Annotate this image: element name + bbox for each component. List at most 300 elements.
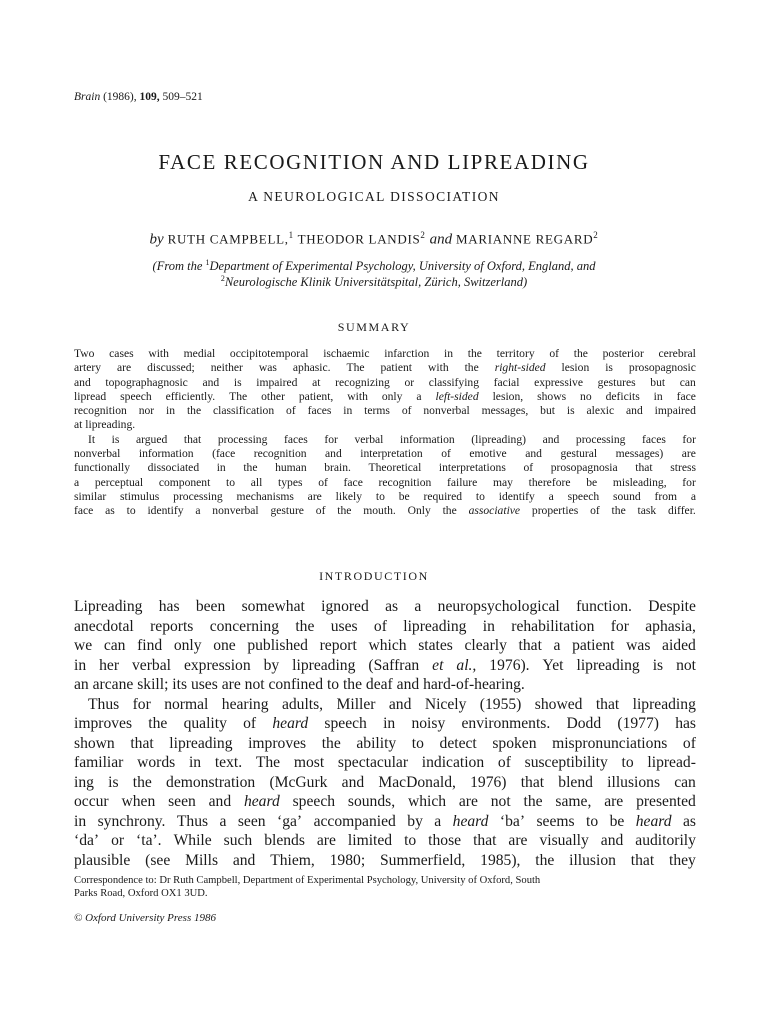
word: a: [548, 489, 554, 503]
affiliation-line-1: [0, 258, 748, 274]
word: by: [407, 812, 423, 830]
affiliation-prefix: (From the: [152, 259, 203, 274]
word: limited: [347, 832, 393, 849]
affiliation-1: Department of Experimental Psychology, University of Oxford, England, and: [209, 259, 596, 274]
word: was: [626, 637, 651, 654]
word: the: [186, 404, 202, 418]
word: topographagnosic: [105, 375, 188, 389]
word: emotive: [469, 447, 507, 461]
author-3: MARIANNE REGARD: [456, 231, 594, 247]
word: dissociated: [147, 461, 200, 475]
word: processing: [575, 432, 626, 446]
word: has: [675, 715, 696, 732]
word: deaf: [365, 676, 397, 693]
word: The: [346, 361, 365, 375]
word: the: [611, 504, 626, 518]
word: as: [385, 598, 399, 615]
word: reports: [150, 617, 194, 635]
word: in: [166, 404, 176, 418]
intro-line: [74, 617, 696, 637]
word: find: [137, 637, 163, 654]
word: indication: [421, 754, 485, 771]
word: al.,: [456, 656, 477, 674]
word: hearing: [221, 695, 269, 713]
intro-line: [74, 714, 696, 734]
word: ing: [74, 773, 94, 791]
and-word: and: [429, 231, 453, 248]
word: task: [637, 504, 657, 518]
summary-line: [74, 404, 696, 418]
word: that: [595, 695, 620, 713]
word: that: [635, 461, 653, 475]
word: are: [316, 832, 336, 849]
word: are: [221, 676, 245, 693]
journal-year: (1986),: [103, 91, 137, 103]
intro-line: [74, 597, 696, 617]
word: at: [74, 418, 86, 432]
word: and: [388, 695, 412, 713]
word: (1955): [479, 695, 522, 713]
word: required: [423, 489, 463, 503]
word: are: [117, 361, 132, 375]
word: a: [219, 812, 227, 830]
word: cases: [109, 347, 134, 360]
intro-line: [74, 812, 696, 832]
word: MacDonald,: [378, 773, 456, 791]
word: heard: [272, 715, 309, 732]
word: the: [342, 676, 366, 693]
word: noisy: [411, 715, 446, 732]
word: somewhat: [241, 598, 305, 615]
word: the: [295, 617, 315, 635]
word: patient,: [298, 389, 334, 403]
word: skill;: [137, 676, 173, 693]
word: in: [383, 715, 396, 732]
word: uses: [330, 617, 358, 635]
word: similar: [74, 489, 107, 503]
word: failure: [447, 475, 478, 489]
word: Miller: [336, 695, 376, 713]
word: impaired: [256, 375, 298, 389]
word: deficits: [605, 389, 640, 403]
word: messages,: [481, 404, 529, 418]
word: is: [566, 404, 575, 418]
word: confined: [268, 676, 327, 693]
word: shown: [74, 734, 115, 752]
summary-line: [74, 447, 696, 461]
word: with: [347, 389, 368, 403]
word: (face: [212, 447, 236, 461]
word: anecdotal: [74, 617, 134, 635]
word: lesion: [561, 361, 590, 375]
word: by: [263, 656, 280, 674]
word: the: [132, 773, 152, 791]
word: are: [604, 793, 624, 810]
summary-line: [74, 418, 696, 432]
word: but: [540, 404, 555, 418]
word: speech: [324, 715, 367, 732]
intro-line: [74, 753, 696, 773]
word: and: [525, 447, 542, 461]
word: lipreading: [292, 656, 356, 674]
word: The: [255, 754, 281, 771]
intro-line: [74, 695, 696, 715]
word: function.: [576, 598, 632, 615]
intro-line: [74, 675, 696, 695]
word: infarction: [384, 347, 430, 360]
summary-line: [74, 490, 696, 504]
intro-line: [74, 851, 696, 871]
word: to: [621, 754, 634, 771]
word: information: [138, 447, 194, 461]
word: with: [148, 347, 169, 360]
word: other: [261, 389, 285, 403]
word: neuropsychological: [437, 598, 560, 615]
word: spectacular: [337, 754, 409, 771]
word: auditorily: [635, 832, 696, 849]
word: one: [213, 637, 236, 654]
word: such: [223, 832, 253, 849]
intro-line: [74, 734, 696, 754]
word: the: [337, 504, 352, 518]
word: Despite: [648, 598, 696, 615]
word: illusion: [569, 851, 616, 869]
word: of: [401, 404, 412, 418]
word: showed: [534, 695, 583, 713]
word: of: [523, 461, 534, 475]
word: mechanisms: [236, 489, 294, 503]
word: at: [312, 375, 321, 389]
word: accompanied: [313, 812, 396, 830]
word: of: [441, 447, 451, 461]
correspondence-note: [74, 874, 696, 900]
word: processing: [217, 432, 268, 446]
word: lesion,: [492, 389, 524, 403]
word: aphasic.: [292, 361, 331, 375]
word: those: [428, 832, 462, 849]
word: to: [126, 504, 136, 518]
word: arcane: [92, 676, 138, 693]
journal-volume: 109,: [139, 91, 160, 103]
word: mouth.: [363, 504, 396, 518]
word: and: [626, 404, 643, 418]
word: (lipreading): [471, 432, 527, 446]
word: that: [130, 734, 154, 752]
word: prosopagnosic: [628, 361, 696, 375]
word: which: [407, 793, 447, 810]
word: in: [482, 617, 495, 635]
author-1-sup: 1: [288, 230, 294, 240]
word: nor: [138, 404, 155, 418]
word: ‘ta’.: [136, 832, 162, 849]
word: ‘da’: [74, 832, 100, 849]
word: stimulus: [120, 489, 160, 503]
word: for: [132, 695, 151, 713]
word: Summerfield,: [379, 851, 466, 869]
word: which: [368, 637, 407, 654]
word: only: [381, 389, 403, 403]
intro-line: [74, 636, 696, 656]
word: and: [600, 832, 624, 849]
word: in: [653, 389, 663, 403]
word: likely: [335, 489, 363, 503]
word: the: [467, 347, 482, 360]
word: to: [586, 812, 599, 830]
word: from: [654, 489, 678, 503]
word: faces: [283, 432, 308, 446]
word: face: [676, 389, 696, 403]
word: of: [286, 404, 296, 418]
word: or: [404, 375, 415, 389]
word: gestures: [597, 375, 636, 389]
word: only: [173, 637, 202, 654]
word: associative: [468, 504, 521, 518]
word: mispronunciations: [552, 734, 668, 752]
word: in: [343, 404, 353, 418]
word: types: [278, 475, 303, 489]
word: be: [398, 489, 410, 503]
word: for: [324, 432, 338, 446]
affiliation-line-2: [0, 274, 748, 290]
word: can: [679, 375, 696, 389]
word: uses: [190, 676, 222, 693]
journal-pages: 509–521: [162, 91, 203, 103]
word: aided: [662, 637, 696, 654]
word: and: [542, 432, 560, 446]
word: that: [473, 832, 497, 849]
word: processing: [173, 489, 223, 503]
word: blend: [558, 773, 593, 791]
word: lipread: [74, 389, 107, 403]
word: synchrony.: [97, 812, 166, 830]
word: posterior: [602, 347, 644, 360]
word: is: [111, 432, 120, 446]
word: that: [630, 851, 655, 869]
word: not: [676, 656, 696, 674]
word: Thus: [88, 695, 120, 713]
word: an: [74, 676, 93, 693]
word: patient: [380, 361, 413, 375]
word: nonverbal: [423, 404, 470, 418]
word: verbal: [132, 656, 171, 674]
affiliation-2-sup: 2: [220, 274, 225, 283]
word: normal: [164, 695, 209, 713]
word: Nicely: [424, 695, 467, 713]
word: 1976): [470, 773, 507, 791]
word: as: [105, 504, 115, 518]
word: of: [682, 734, 696, 752]
word: differ.: [668, 504, 696, 518]
word: alexic: [586, 404, 615, 418]
word: right-sided: [494, 361, 546, 375]
paper-subtitle: A NEUROLOGICAL DISSOCIATION: [248, 189, 500, 204]
word: discussed;: [147, 361, 195, 375]
word: faces: [307, 404, 332, 418]
word: medial: [183, 347, 216, 360]
word: territory: [496, 347, 535, 360]
word: shows: [537, 389, 567, 403]
word: ability: [356, 734, 397, 752]
word: classification: [212, 404, 275, 418]
word: may: [493, 475, 513, 489]
summary-line: [74, 376, 696, 390]
word: presented: [636, 793, 696, 810]
word: has: [158, 598, 180, 615]
word: nonverbal: [74, 447, 121, 461]
word: for: [682, 475, 696, 489]
word: functionally: [74, 461, 131, 475]
word: patient: [572, 637, 615, 654]
word: heard: [635, 812, 672, 830]
word: in: [74, 812, 87, 830]
word: that: [520, 773, 545, 791]
affiliation-1-sup: 1: [205, 258, 210, 267]
word: familiar: [74, 754, 124, 771]
word: identify: [147, 504, 184, 518]
affiliation-2: Neurologische Klinik Universitätspital, Zürich, Switzerland): [224, 275, 528, 290]
word: sound: [612, 489, 641, 503]
word: plausible: [74, 851, 131, 869]
word: we: [74, 637, 93, 654]
word: seen: [237, 812, 266, 830]
word: most: [293, 754, 325, 771]
word: Dodd: [566, 715, 602, 732]
word: to: [375, 489, 385, 503]
word: but: [650, 375, 666, 389]
word: its: [172, 676, 191, 693]
word: words: [137, 754, 176, 771]
word: expressive: [534, 375, 583, 389]
word: Lipreading: [74, 598, 143, 615]
word: spoken: [492, 734, 537, 752]
summary-body: [74, 347, 696, 519]
word: of: [318, 475, 328, 489]
word: left-sided: [435, 389, 479, 403]
word: identify: [498, 489, 535, 503]
word: brain.: [324, 461, 351, 475]
summary-line: [74, 347, 696, 361]
word: the: [573, 347, 588, 360]
word: nonverbal: [212, 504, 259, 518]
word: rehabilitation: [511, 617, 595, 635]
word: be: [586, 475, 598, 489]
word: ischaemic: [323, 347, 370, 360]
word: in: [216, 461, 226, 475]
word: occur: [74, 793, 109, 810]
word: recognition: [378, 475, 432, 489]
word: seen: [168, 793, 196, 810]
word: lipread-: [647, 754, 696, 771]
word: for: [610, 617, 629, 635]
word: The: [229, 389, 248, 403]
word: Thiem,: [270, 851, 315, 869]
word: While: [173, 832, 212, 849]
word: are: [458, 793, 478, 810]
word: (Saffran: [368, 656, 420, 674]
word: was: [258, 361, 277, 375]
summary-line: [74, 433, 696, 447]
word: visually: [539, 832, 589, 849]
word: with: [428, 361, 449, 375]
author-1: RUTH CAMPBELL,: [167, 231, 289, 247]
word: quality: [183, 715, 227, 732]
word: they: [668, 851, 696, 869]
word: Thus: [176, 812, 209, 830]
word: susceptibility: [524, 754, 608, 771]
word: as: [682, 812, 696, 830]
word: gesture: [270, 504, 304, 518]
word: stress: [670, 461, 696, 475]
word: speech: [292, 793, 336, 810]
word: face: [74, 504, 94, 518]
word: face: [343, 475, 363, 489]
word: (see: [145, 851, 171, 869]
word: interpretation: [360, 447, 423, 461]
word: interpretations: [438, 461, 506, 475]
summary-heading: SUMMARY: [337, 320, 411, 334]
word: Two: [74, 347, 95, 360]
word: the: [535, 851, 555, 869]
word: recognition: [253, 447, 307, 461]
intro-line: [74, 831, 696, 851]
word: expression: [183, 656, 251, 674]
copyright-notice: © Oxford University Press 1986: [74, 912, 216, 924]
word: is: [605, 361, 613, 375]
word: the: [321, 734, 341, 752]
word: in: [74, 656, 87, 674]
word: is: [652, 656, 664, 674]
word: ‘ga’: [277, 812, 303, 830]
paper-title: FACE RECOGNITION AND LIPREADING: [158, 150, 590, 174]
word: (1977): [617, 715, 659, 732]
word: are: [508, 832, 528, 849]
correspondence-line-1: Correspondence to: Dr Ruth Campbell, Department of Experimental Psychology, University of Oxford, South: [74, 875, 541, 886]
word: are: [307, 489, 322, 503]
word: Theoretical: [368, 461, 422, 475]
word: Mills: [185, 851, 219, 869]
word: (McGurk: [269, 773, 328, 791]
word: no: [580, 389, 592, 403]
word: concerning: [209, 617, 279, 635]
word: all: [250, 475, 263, 489]
introduction-heading: INTRODUCTION: [319, 569, 429, 583]
word: and: [325, 447, 342, 461]
word: Only: [407, 504, 431, 518]
word: to: [475, 489, 485, 503]
word: and: [396, 676, 424, 693]
word: verbal: [354, 432, 384, 446]
word: a: [416, 389, 422, 403]
word: a: [690, 489, 696, 503]
word: environments.: [461, 715, 551, 732]
author-line: [0, 230, 748, 248]
word: et: [432, 656, 444, 674]
word: blends: [264, 832, 305, 849]
word: and: [74, 375, 91, 389]
word: a: [74, 475, 80, 489]
word: in: [188, 754, 202, 771]
word: perceptual: [94, 475, 144, 489]
word: detect: [439, 734, 477, 752]
summary-line: [74, 361, 696, 375]
author-2: THEODOR LANDIS: [297, 231, 421, 247]
summary-line: [74, 461, 696, 475]
word: prosopagnosia: [550, 461, 618, 475]
word: of: [549, 347, 560, 360]
word: misleading,: [612, 475, 667, 489]
word: lipreading.: [85, 418, 136, 432]
word: therefore: [528, 475, 571, 489]
